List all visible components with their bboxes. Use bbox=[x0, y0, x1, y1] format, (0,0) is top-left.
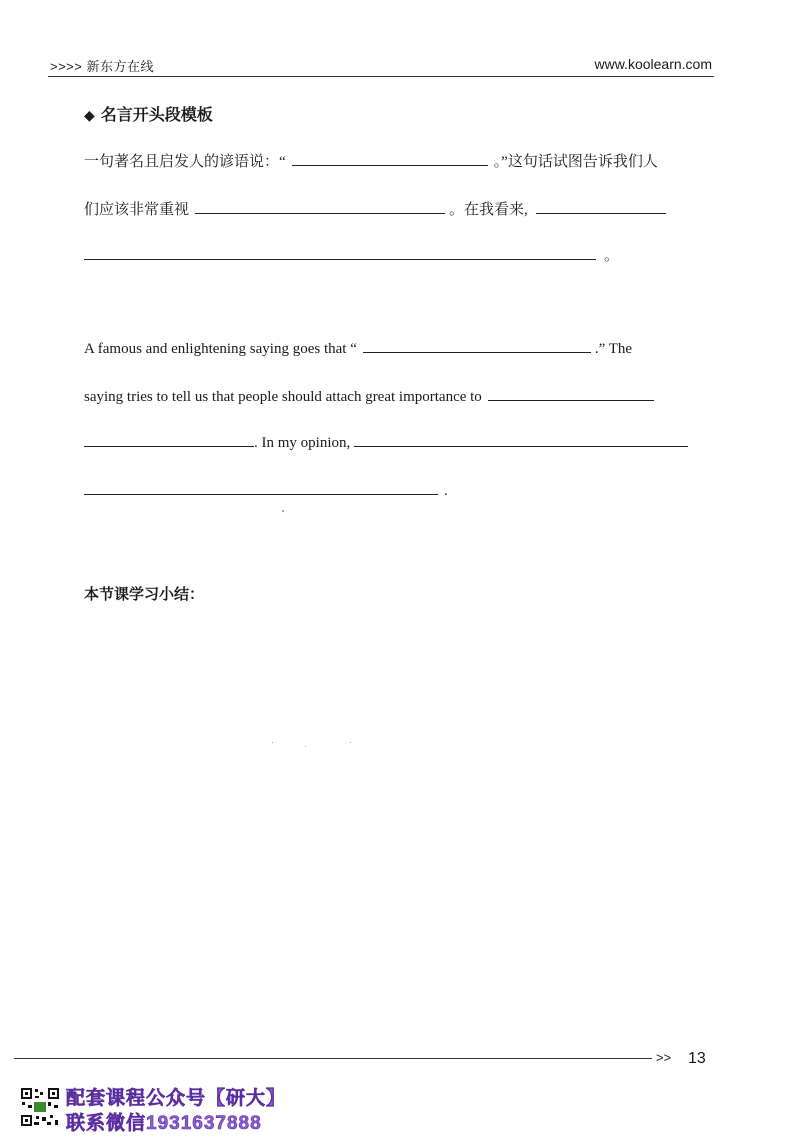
fill-blank bbox=[354, 432, 688, 447]
section-title-text: 名言开头段模板 bbox=[100, 107, 213, 124]
fill-blank bbox=[363, 338, 591, 353]
en-line1-text-b: .” The bbox=[594, 341, 633, 357]
cn-line2-text-b: 。在我看来, bbox=[449, 202, 528, 218]
watermark-line-1: 配套课程公众号【研大】 bbox=[66, 1088, 287, 1109]
fill-blank bbox=[84, 245, 596, 260]
en-line2-text-a: saying tries to tell us that people should attach great importance to bbox=[84, 389, 482, 405]
cn-line1-text-b: 。”这句话试图告诉我们人 bbox=[493, 154, 658, 170]
english-template-line-3 bbox=[84, 432, 688, 452]
en-line1-text-a: A famous and enlightening saying goes that “ bbox=[84, 341, 357, 357]
cn-line1-text-a: 一句著名且启发人的谚语说：“ bbox=[84, 154, 286, 170]
english-template-line-4 bbox=[84, 480, 448, 500]
scan-speck bbox=[282, 510, 284, 512]
fill-blank bbox=[292, 151, 488, 166]
fill-blank bbox=[488, 386, 654, 401]
cn-line3-end: 。 bbox=[604, 248, 620, 264]
diamond-bullet-icon: ◆ bbox=[84, 107, 95, 123]
chinese-template-line-1 bbox=[84, 150, 658, 171]
footer-arrows: >> bbox=[656, 1050, 672, 1065]
fill-blank bbox=[536, 199, 666, 214]
header-url: www.koolearn.com bbox=[594, 56, 712, 72]
qr-code-icon bbox=[20, 1087, 60, 1127]
fill-blank bbox=[195, 199, 445, 214]
fill-blank bbox=[84, 432, 254, 447]
header-divider bbox=[48, 76, 714, 77]
section-title bbox=[84, 102, 213, 125]
cn-line2-text-a: 们应该非常重视 bbox=[84, 202, 190, 218]
scan-speck bbox=[350, 742, 351, 743]
lesson-summary-label: 本节课学习小结： bbox=[84, 586, 205, 603]
en-line3-text-a: . In my opinion, bbox=[254, 435, 351, 451]
scan-speck bbox=[305, 746, 306, 747]
chinese-template-line-2 bbox=[84, 198, 666, 219]
english-template-line-1 bbox=[84, 338, 632, 358]
watermark-line-2: 联系微信1931637888 bbox=[66, 1113, 262, 1134]
fill-blank bbox=[84, 480, 438, 495]
page-number: 13 bbox=[688, 1050, 706, 1067]
footer-divider bbox=[14, 1058, 652, 1059]
scan-speck bbox=[272, 742, 273, 743]
english-template-line-2 bbox=[84, 386, 654, 406]
header-breadcrumb: >>>> 新东方在线 bbox=[50, 59, 154, 74]
en-line4-end: . bbox=[444, 483, 448, 499]
chinese-template-line-3 bbox=[84, 244, 619, 265]
